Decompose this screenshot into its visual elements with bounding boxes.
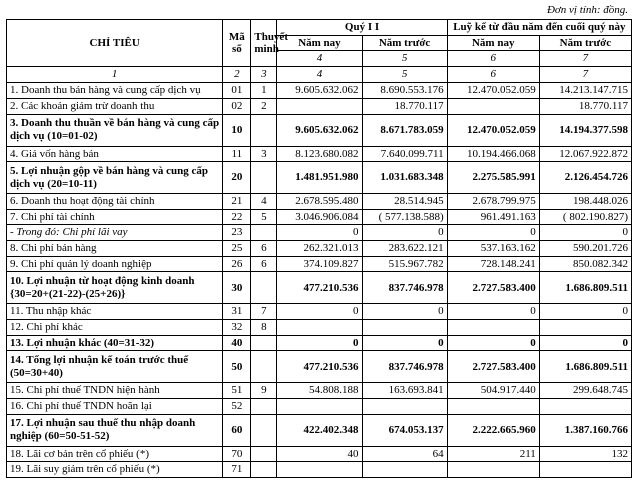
header-criteria: CHỈ TIÊU xyxy=(7,20,223,67)
row-quarter-last-year xyxy=(362,320,447,336)
row-quarter-last-year: 515.967.782 xyxy=(362,256,447,272)
row-quarter-this-year: 3.046.906.084 xyxy=(277,209,362,225)
row-code: 22 xyxy=(223,209,251,225)
row-code: 31 xyxy=(223,304,251,320)
row-code: 60 xyxy=(223,414,251,446)
row-quarter-last-year: 28.514.945 xyxy=(362,194,447,210)
row-cumulative-last-year xyxy=(539,320,631,336)
header-cumulative-group: Luỹ kế từ đầu năm đến cuối quý này xyxy=(447,20,631,36)
row-note xyxy=(251,162,277,194)
row-note: 6 xyxy=(251,256,277,272)
row-cumulative-this-year: 537.163.162 xyxy=(447,241,539,257)
row-criteria: 15. Chi phí thuế TNDN hiện hành xyxy=(7,383,223,399)
row-quarter-this-year: 8.123.680.082 xyxy=(277,146,362,162)
row-criteria: 10. Lợi nhuận từ hoạt động kinh doanh {30=20+(21-22)-(25+26)} xyxy=(7,272,223,304)
colnum-7b: 7 xyxy=(539,67,631,83)
row-quarter-last-year: 7.640.099.711 xyxy=(362,146,447,162)
header-quarter-group: Quý I I xyxy=(277,20,447,36)
row-cumulative-last-year: 0 xyxy=(539,335,631,351)
table-row xyxy=(7,256,632,272)
row-quarter-last-year: 0 xyxy=(362,335,447,351)
row-quarter-last-year: 64 xyxy=(362,446,447,462)
row-quarter-this-year xyxy=(277,98,362,114)
row-quarter-this-year: 54.808.188 xyxy=(277,383,362,399)
row-quarter-this-year: 1.481.951.980 xyxy=(277,162,362,194)
row-cumulative-last-year: 132 xyxy=(539,446,631,462)
row-note: 8 xyxy=(251,320,277,336)
row-note xyxy=(251,351,277,383)
header-cumulative-last-year: Năm trước xyxy=(539,35,631,51)
row-quarter-last-year: 8.690.553.176 xyxy=(362,83,447,99)
row-code: 20 xyxy=(223,162,251,194)
row-note xyxy=(251,272,277,304)
row-note: 6 xyxy=(251,241,277,257)
row-code: 25 xyxy=(223,241,251,257)
row-quarter-this-year xyxy=(277,320,362,336)
row-cumulative-last-year: 850.082.342 xyxy=(539,256,631,272)
row-quarter-this-year: 422.402.348 xyxy=(277,414,362,446)
row-code: 50 xyxy=(223,351,251,383)
table-row xyxy=(7,398,632,414)
row-cumulative-last-year: 198.448.026 xyxy=(539,194,631,210)
row-criteria: 18. Lãi cơ bản trên cổ phiếu (*) xyxy=(7,446,223,462)
row-criteria: 17. Lợi nhuận sau thuế thu nhập doanh nghiệp (60=50-51-52) xyxy=(7,414,223,446)
row-criteria: 6. Doanh thu hoạt động tài chính xyxy=(7,194,223,210)
table-row xyxy=(7,383,632,399)
row-criteria: 8. Chi phí bán hàng xyxy=(7,241,223,257)
colnum-4: 4 xyxy=(277,51,362,67)
row-cumulative-last-year: 14.194.377.598 xyxy=(539,114,631,146)
row-cumulative-this-year: 961.491.163 xyxy=(447,209,539,225)
row-cumulative-last-year: 1.686.809.511 xyxy=(539,272,631,304)
row-note xyxy=(251,414,277,446)
row-code: 71 xyxy=(223,462,251,478)
row-quarter-this-year: 9.605.632.062 xyxy=(277,114,362,146)
colnum-6: 6 xyxy=(447,51,539,67)
row-cumulative-this-year: 2.727.583.400 xyxy=(447,351,539,383)
row-note xyxy=(251,398,277,414)
table-row xyxy=(7,272,632,304)
row-criteria: 9. Chi phí quản lý doanh nghiệp xyxy=(7,256,223,272)
row-cumulative-last-year xyxy=(539,398,631,414)
table-row xyxy=(7,320,632,336)
row-quarter-this-year: 0 xyxy=(277,225,362,241)
colnum-5b: 5 xyxy=(362,67,447,83)
row-cumulative-this-year: 728.148.241 xyxy=(447,256,539,272)
row-quarter-last-year xyxy=(362,462,447,478)
row-cumulative-last-year xyxy=(539,462,631,478)
row-code: 10 xyxy=(223,114,251,146)
row-quarter-last-year: 837.746.978 xyxy=(362,272,447,304)
table-row xyxy=(7,304,632,320)
row-code: 70 xyxy=(223,446,251,462)
row-criteria: 5. Lợi nhuận gộp về bán hàng và cung cấp dịch vụ (20=10-11) xyxy=(7,162,223,194)
row-quarter-last-year: 163.693.841 xyxy=(362,383,447,399)
row-cumulative-last-year: ( 802.190.827) xyxy=(539,209,631,225)
row-quarter-this-year xyxy=(277,398,362,414)
colnum-2: 2 xyxy=(223,67,251,83)
row-cumulative-last-year: 14.213.147.715 xyxy=(539,83,631,99)
row-note: 1 xyxy=(251,83,277,99)
table-row xyxy=(7,162,632,194)
income-statement-table xyxy=(6,19,632,478)
row-criteria: 16. Chi phí thuế TNDN hoãn lại xyxy=(7,398,223,414)
colnum-1: 1 xyxy=(7,67,223,83)
row-cumulative-this-year xyxy=(447,462,539,478)
row-code: 21 xyxy=(223,194,251,210)
row-cumulative-this-year: 0 xyxy=(447,304,539,320)
row-cumulative-last-year: 1.387.160.766 xyxy=(539,414,631,446)
table-row xyxy=(7,209,632,225)
row-code: 32 xyxy=(223,320,251,336)
row-quarter-last-year: 8.671.783.059 xyxy=(362,114,447,146)
row-criteria: 4. Giá vốn hàng bán xyxy=(7,146,223,162)
row-quarter-this-year: 9.605.632.062 xyxy=(277,83,362,99)
row-cumulative-last-year: 2.126.454.726 xyxy=(539,162,631,194)
row-criteria: 1. Doanh thu bán hàng và cung cấp dịch vụ xyxy=(7,83,223,99)
row-quarter-last-year: 18.770.117 xyxy=(362,98,447,114)
table-row xyxy=(7,194,632,210)
row-cumulative-this-year: 211 xyxy=(447,446,539,462)
row-quarter-this-year: 477.210.536 xyxy=(277,351,362,383)
row-criteria: 19. Lãi suy giảm trên cổ phiếu (*) xyxy=(7,462,223,478)
table-row xyxy=(7,335,632,351)
row-quarter-this-year: 477.210.536 xyxy=(277,272,362,304)
table-row xyxy=(7,462,632,478)
row-quarter-last-year: 0 xyxy=(362,304,447,320)
row-quarter-this-year: 40 xyxy=(277,446,362,462)
row-criteria: 12. Chi phí khác xyxy=(7,320,223,336)
row-quarter-last-year: 0 xyxy=(362,225,447,241)
row-note xyxy=(251,114,277,146)
table-header xyxy=(7,20,632,83)
row-cumulative-last-year: 18.770.117 xyxy=(539,98,631,114)
row-cumulative-this-year: 0 xyxy=(447,225,539,241)
row-code: 11 xyxy=(223,146,251,162)
table-row xyxy=(7,114,632,146)
row-quarter-this-year: 0 xyxy=(277,335,362,351)
row-cumulative-this-year: 2.727.583.400 xyxy=(447,272,539,304)
row-quarter-this-year xyxy=(277,462,362,478)
row-cumulative-last-year: 0 xyxy=(539,225,631,241)
header-cumulative-this-year: Năm nay xyxy=(447,35,539,51)
row-code: 02 xyxy=(223,98,251,114)
row-cumulative-this-year: 12.470.052.059 xyxy=(447,114,539,146)
row-cumulative-this-year: 504.917.440 xyxy=(447,383,539,399)
table-row xyxy=(7,225,632,241)
row-note xyxy=(251,446,277,462)
row-note xyxy=(251,462,277,478)
row-quarter-last-year xyxy=(362,398,447,414)
row-code: 40 xyxy=(223,335,251,351)
row-quarter-this-year: 374.109.827 xyxy=(277,256,362,272)
row-quarter-this-year: 0 xyxy=(277,304,362,320)
row-quarter-last-year: 837.746.978 xyxy=(362,351,447,383)
table-row xyxy=(7,146,632,162)
row-criteria: 14. Tổng lợi nhuận kế toán trước thuế (50=30+40) xyxy=(7,351,223,383)
row-quarter-this-year: 262.321.013 xyxy=(277,241,362,257)
row-code: 52 xyxy=(223,398,251,414)
row-criteria: 7. Chi phí tài chính xyxy=(7,209,223,225)
row-criteria: 2. Các khoản giảm trừ doanh thu xyxy=(7,98,223,114)
row-note: 4 xyxy=(251,194,277,210)
colnum-3: 3 xyxy=(251,67,277,83)
row-note: 2 xyxy=(251,98,277,114)
row-quarter-last-year: 283.622.121 xyxy=(362,241,447,257)
header-quarter-this-year: Năm nay xyxy=(277,35,362,51)
row-code: 01 xyxy=(223,83,251,99)
table-row xyxy=(7,351,632,383)
header-code: Mã số xyxy=(223,20,251,67)
row-quarter-this-year: 2.678.595.480 xyxy=(277,194,362,210)
table-row xyxy=(7,98,632,114)
colnum-6b: 6 xyxy=(447,67,539,83)
row-cumulative-this-year: 2.222.665.960 xyxy=(447,414,539,446)
row-cumulative-last-year: 299.648.745 xyxy=(539,383,631,399)
row-cumulative-this-year xyxy=(447,98,539,114)
row-code: 23 xyxy=(223,225,251,241)
colnum-5: 5 xyxy=(362,51,447,67)
row-quarter-last-year: 1.031.683.348 xyxy=(362,162,447,194)
row-note xyxy=(251,335,277,351)
row-code: 51 xyxy=(223,383,251,399)
table-body xyxy=(7,83,632,478)
table-row xyxy=(7,241,632,257)
row-cumulative-this-year xyxy=(447,398,539,414)
row-code: 26 xyxy=(223,256,251,272)
row-note: 3 xyxy=(251,146,277,162)
row-note xyxy=(251,225,277,241)
column-number-row xyxy=(7,67,632,83)
row-cumulative-last-year: 1.686.809.511 xyxy=(539,351,631,383)
row-note: 7 xyxy=(251,304,277,320)
row-cumulative-last-year: 590.201.726 xyxy=(539,241,631,257)
row-cumulative-this-year: 2.678.799.975 xyxy=(447,194,539,210)
table-row xyxy=(7,414,632,446)
colnum-4b: 4 xyxy=(277,67,362,83)
row-note: 5 xyxy=(251,209,277,225)
row-quarter-last-year: ( 577.138.588) xyxy=(362,209,447,225)
row-criteria: 11. Thu nhập khác xyxy=(7,304,223,320)
row-cumulative-this-year: 2.275.585.991 xyxy=(447,162,539,194)
row-quarter-last-year: 674.053.137 xyxy=(362,414,447,446)
header-quarter-last-year: Năm trước xyxy=(362,35,447,51)
header-note: Thuyết minh xyxy=(251,20,277,67)
table-row xyxy=(7,83,632,99)
row-criteria: - Trong đó: Chi phí lãi vay xyxy=(7,225,223,241)
row-code: 30 xyxy=(223,272,251,304)
row-cumulative-this-year: 10.194.466.068 xyxy=(447,146,539,162)
unit-note: Đơn vị tính: đồng. xyxy=(546,4,628,16)
row-cumulative-this-year xyxy=(447,320,539,336)
row-cumulative-this-year: 12.470.052.059 xyxy=(447,83,539,99)
row-cumulative-last-year: 0 xyxy=(539,304,631,320)
row-criteria: 3. Doanh thu thuần về bán hàng và cung cấp dịch vụ (10=01-02) xyxy=(7,114,223,146)
row-cumulative-this-year: 0 xyxy=(447,335,539,351)
row-note: 9 xyxy=(251,383,277,399)
row-cumulative-last-year: 12.067.922.872 xyxy=(539,146,631,162)
table-row xyxy=(7,446,632,462)
colnum-7: 7 xyxy=(539,51,631,67)
row-criteria: 13. Lợi nhuận khác (40=31-32) xyxy=(7,335,223,351)
